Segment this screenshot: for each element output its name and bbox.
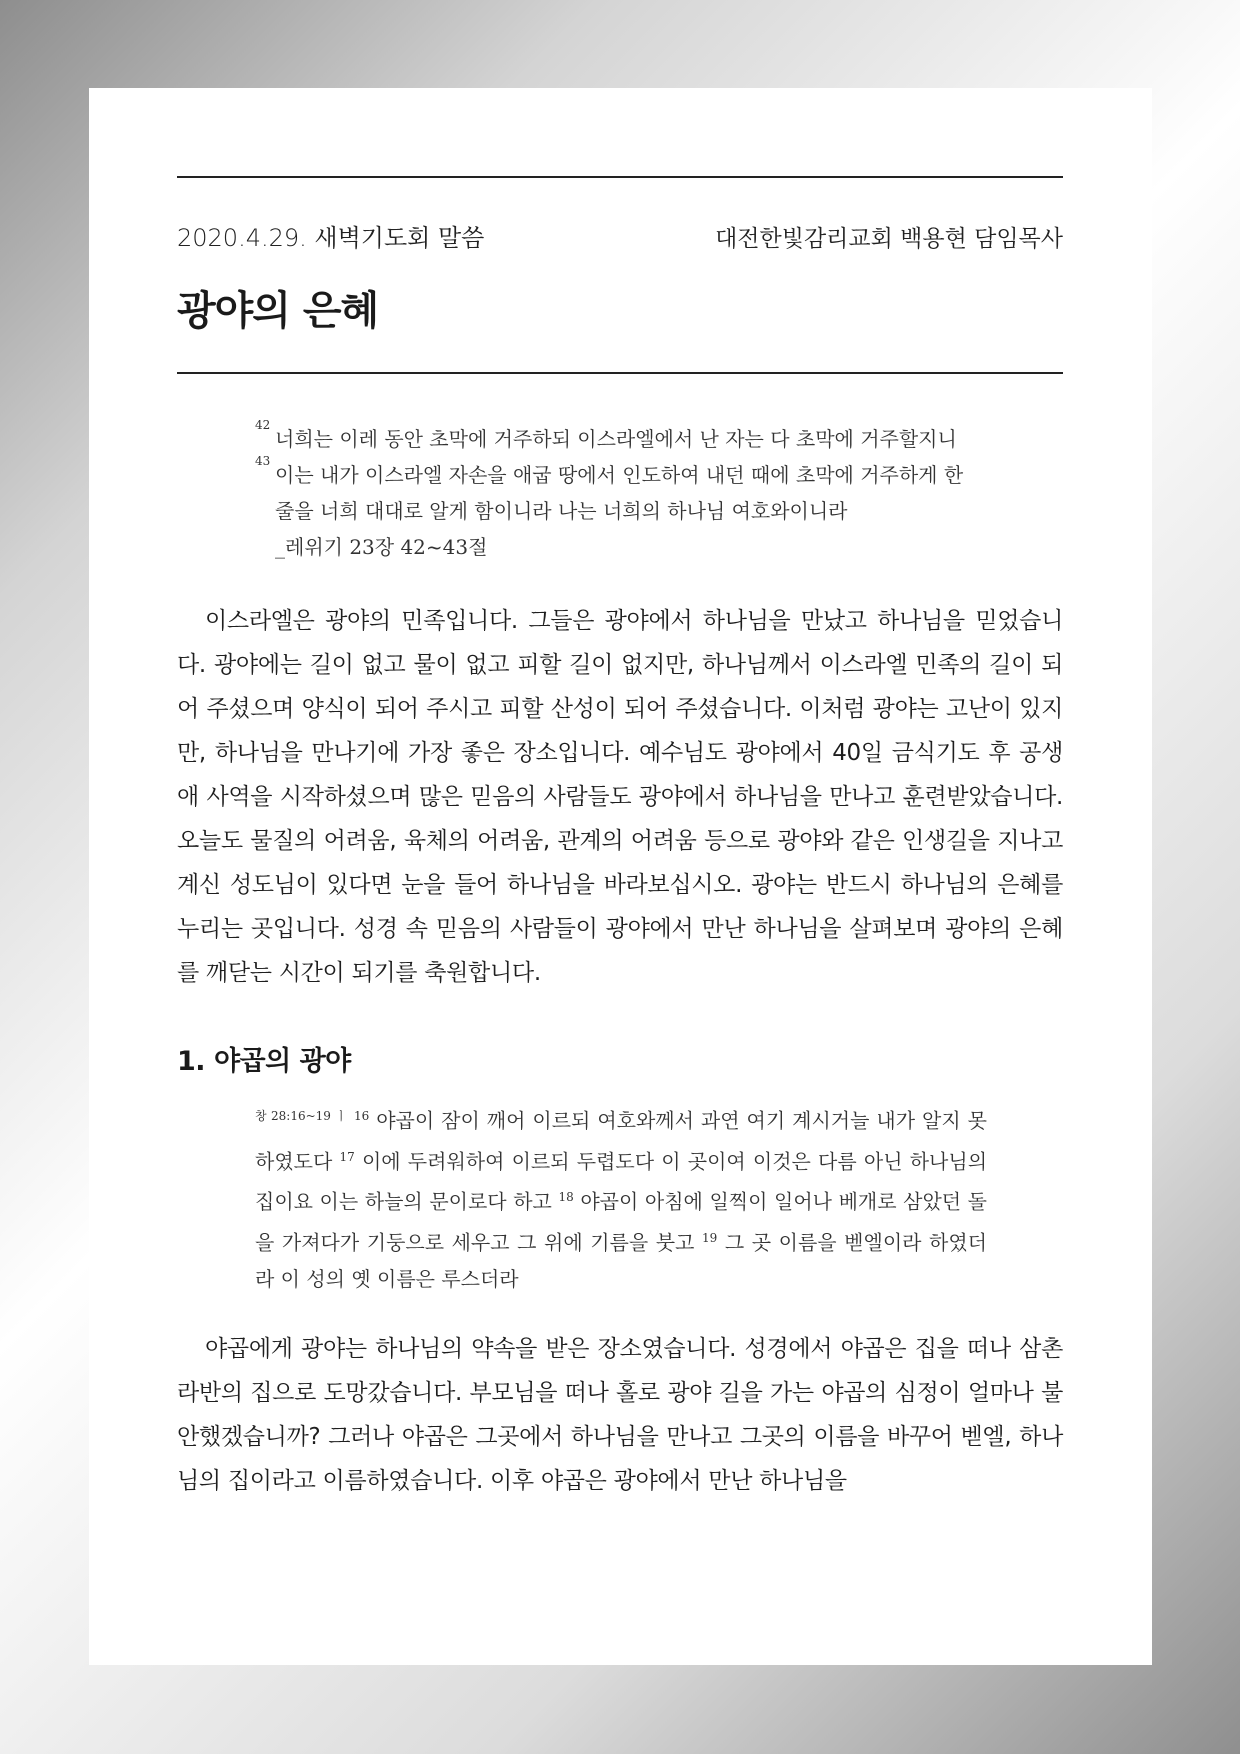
section-heading: 1. 야곱의 광야 bbox=[177, 1046, 351, 1077]
church-line bbox=[715, 220, 1063, 253]
quote-reference: 창 28:16~19 ㅣ bbox=[255, 1109, 347, 1123]
scripture-verse bbox=[255, 418, 987, 457]
verse-number: 17 bbox=[339, 1149, 355, 1164]
scripture-block bbox=[255, 418, 987, 565]
title-rule bbox=[177, 372, 1063, 374]
verse-number: 19 bbox=[702, 1230, 718, 1245]
verse-number: 16 bbox=[353, 1109, 370, 1123]
church-name: 대전한빛감리교회 bbox=[715, 226, 893, 252]
sermon-date-line bbox=[177, 218, 484, 253]
verse-number: 42 bbox=[255, 418, 271, 432]
page-content bbox=[177, 176, 1063, 1503]
verse-text: 야곱이 잠이 깨어 이르되 여호와께서 과연 여기 계시거늘 내가 알지 못하였도다 bbox=[255, 1108, 987, 1174]
scripture-verse bbox=[255, 454, 987, 529]
verse-number: 18 bbox=[558, 1190, 574, 1205]
verse-text: 야곱이 아침에 일찍이 일어나 베개로 삼았던 돌을 가져다가 기둥으로 세우고 그 위에 기름을 붓고 bbox=[255, 1189, 988, 1255]
sermon-date: 2020.4.29. bbox=[177, 224, 307, 252]
verse-text: 그 곳 이름을 벧엘이라 하였더라 이 성의 옛 이름은 루스더라 bbox=[255, 1230, 987, 1291]
verse-text: 이에 두려워하여 이르되 두렵도다 이 곳이여 이것은 다름 아닌 하나님의 집이요 이는 하늘의 문이로다 하고 bbox=[255, 1149, 988, 1214]
top-rule bbox=[177, 176, 1063, 178]
service-name: 새벽기도회 말씀 bbox=[314, 224, 485, 252]
verse-number: 43 bbox=[255, 454, 271, 468]
document-page bbox=[89, 88, 1152, 1665]
verse-text: 이는 내가 이스라엘 자손을 애굽 땅에서 인도하여 내던 때에 초막에 거주하게 한 줄을 너희 대대로 알게 함이니라 나는 너희의 하나님 여호와이니라 bbox=[275, 463, 964, 523]
verse-text: 너희는 이레 동안 초막에 거주하되 이스라엘에서 난 자는 다 초막에 거주할지니 bbox=[275, 427, 957, 451]
pastor-name: 백용현 담임목사 bbox=[900, 226, 1063, 252]
section-paragraph: 야곱에게 광야는 하나님의 약속을 받은 장소였습니다. 성경에서 야곱은 집을 떠나 삼촌 라반의 집으로 도망갔습니다. 부모님을 떠나 홀로 광야 길을 가는 야곱의 심정이 얼마나 불안했겠습니까? 그러나 야곱은 그곳에서 하나님을 만나고 그곳의 이름을 바꾸어 벧엘, 하나님의 집이라고 이름하였습니다. 이후 야곱은 광야에서 만난 하나님을 bbox=[177, 1335, 1063, 1494]
scripture-reference: _레위기 23장 42~43절 bbox=[275, 535, 488, 559]
sermon-title: 광야의 은혜 bbox=[177, 288, 379, 334]
intro-paragraph: 이스라엘은 광야의 민족입니다. 그들은 광야에서 하나님을 만났고 하나님을 믿었습니다. 광야에는 길이 없고 물이 없고 피할 길이 없지만, 하나님께서 이스라엘 민족의 길이 되어 주셨으며 양식이 되어 주시고 피할 산성이 되어 주셨습니다. 이처럼 광야는 고난이 있지만, 하나님을 만나기에 가장 좋은 장소입니다. 예수님도 광야에서 40일 금식기도 후 공생애 사역을 시작하셨으며 많은 믿음의 사람들도 광야에서 하나님을 만나고 훈련받았습니다. 오늘도 물질의 어려움, 육체의 어려움, 관계의 어려움 등으로 광야와 같은 인생길을 지나고 계신 성도님이 있다면 눈을 들어 하나님을 바라보십시오. 광야는 반드시 하나님의 은혜를 누리는 곳입니다. 성경 속 믿음의 사람들이 광야에서 만난 하나님을 살펴보며 광야의 은혜를 깨닫는 시간이 되기를 축원합니다. bbox=[177, 608, 1063, 986]
sermon-header bbox=[177, 218, 1063, 253]
section-quote bbox=[255, 1098, 987, 1297]
